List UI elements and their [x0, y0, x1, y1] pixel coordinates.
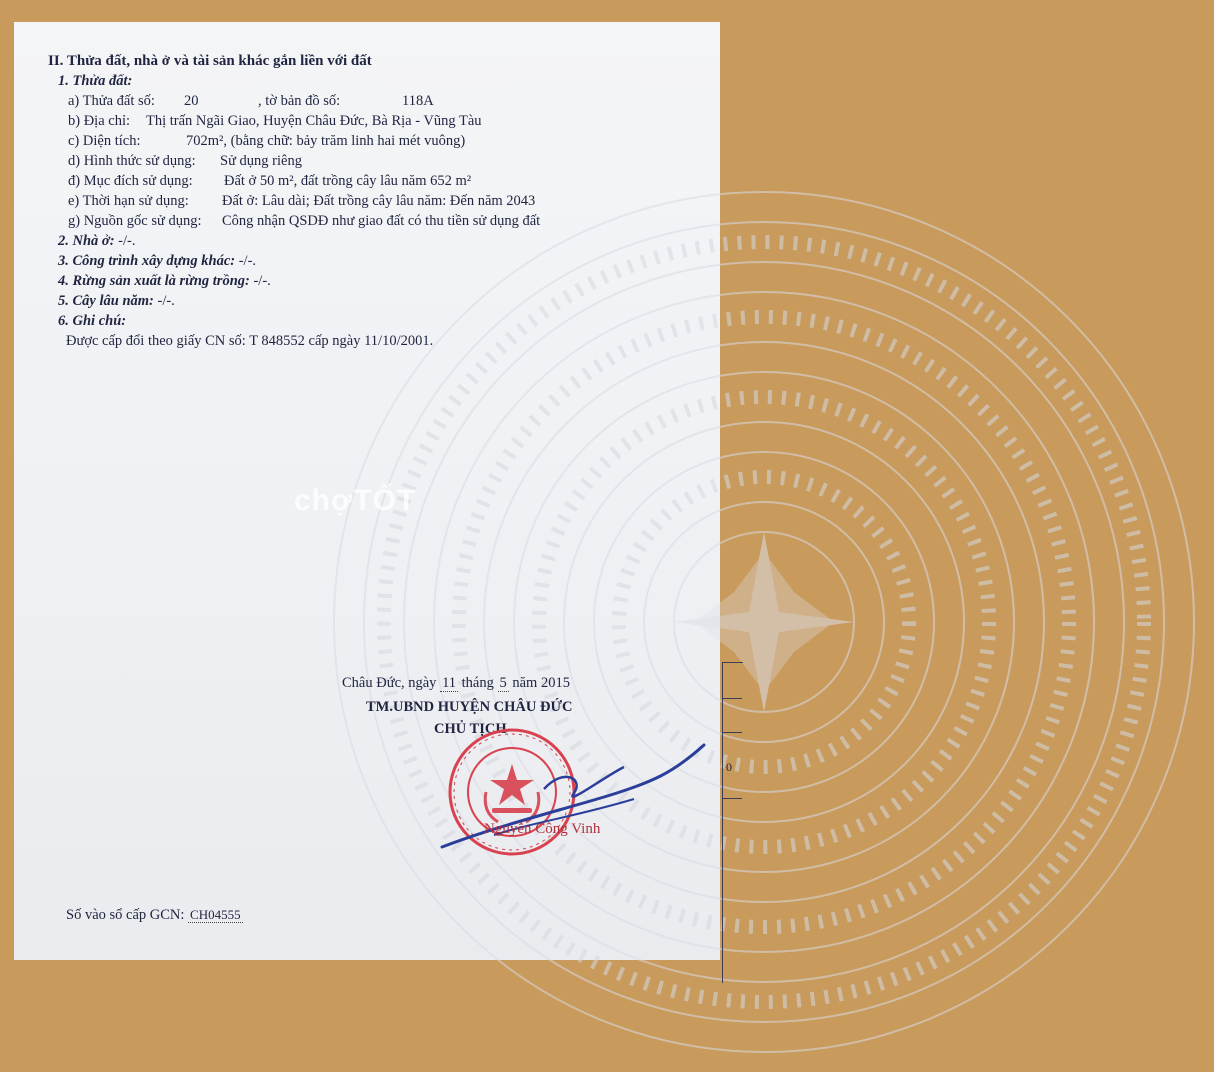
origin-value: Công nhận QSDĐ như giao đất có thu tiền sử dụng đất	[222, 213, 541, 229]
place-date	[342, 676, 570, 691]
date-month: 5	[499, 675, 507, 691]
address-label: b) Địa chỉ:	[68, 113, 131, 129]
forest-value: -/-.	[253, 273, 271, 289]
register-value: CH04555	[190, 907, 241, 922]
month-label: tháng	[461, 675, 494, 691]
address-value: Thị trấn Ngãi Giao, Huyện Châu Đức, Bà Rịa - Vũng Tàu	[146, 113, 482, 129]
parcel-number: 20	[184, 93, 199, 109]
handwritten-signature	[434, 727, 724, 857]
origin-label: g) Nguồn gốc sử dụng:	[68, 213, 202, 229]
trees-value: -/-.	[157, 293, 175, 309]
notes-text: Được cấp đổi theo giấy CN số: T 848552 cấp ngày 11/10/2001.	[66, 333, 434, 349]
usage-form-label: d) Hình thức sử dụng:	[68, 153, 196, 169]
area-value: 702m², (bằng chữ: bảy trăm linh hai mét vuông)	[186, 133, 466, 149]
chotot-watermark-logo: chợTỐT	[294, 484, 417, 517]
edge-table-digit: 0	[726, 760, 732, 774]
edge-table-line	[722, 698, 742, 699]
signer-title: CHỦ TỊCH	[434, 721, 507, 737]
section-title: II. Thửa đất, nhà ở và tài sản khác gắn liền với đất	[48, 53, 372, 69]
edge-table-border	[722, 662, 743, 983]
notes-heading: 6. Ghi chú:	[58, 313, 127, 329]
authority-title: TM.UBND HUYỆN CHÂU ĐỨC	[366, 699, 573, 715]
term-label: e) Thời hạn sử dụng:	[68, 193, 189, 209]
certificate-page	[14, 22, 732, 960]
map-number: 118A	[402, 93, 434, 109]
edge-table-line	[722, 732, 742, 733]
place-date-prefix: Châu Đức, ngày	[342, 675, 437, 691]
forest-row	[58, 274, 271, 289]
bronze-drum-watermark	[314, 172, 1214, 1072]
area-label: c) Diện tích:	[68, 133, 141, 149]
purpose-label: đ) Mục đích sử dụng:	[68, 173, 193, 189]
date-day: 11	[442, 675, 457, 691]
house-value: -/-.	[118, 233, 136, 249]
register-label: Số vào sổ cấp GCN:	[66, 907, 185, 923]
signer-name: Nguyễn Công Vinh	[484, 821, 601, 837]
edge-table-line	[722, 798, 742, 799]
register-row	[66, 908, 243, 923]
year-label: năm 2015	[512, 675, 570, 691]
house-row	[58, 234, 135, 249]
forest-heading: 4. Rừng sản xuất là rừng trồng:	[58, 273, 250, 289]
usage-form-value: Sử dụng riêng	[220, 153, 302, 169]
purpose-value: Đất ở 50 m², đất trồng cây lâu năm 652 m²	[224, 173, 472, 189]
map-label: , tờ bản đồ số:	[258, 93, 341, 109]
construction-value: -/-.	[238, 253, 257, 269]
construction-row	[58, 254, 256, 269]
parcel-label: a) Thửa đất số:	[68, 93, 155, 109]
house-heading: 2. Nhà ở:	[58, 233, 115, 249]
trees-heading: 5. Cây lâu năm:	[58, 293, 154, 309]
term-value: Đất ở: Lâu dài; Đất trồng cây lâu năm: Đến năm 2043	[222, 193, 536, 209]
construction-heading: 3. Công trình xây dựng khác:	[58, 253, 236, 269]
trees-row	[58, 294, 175, 309]
land-heading: 1. Thửa đất:	[58, 73, 133, 89]
